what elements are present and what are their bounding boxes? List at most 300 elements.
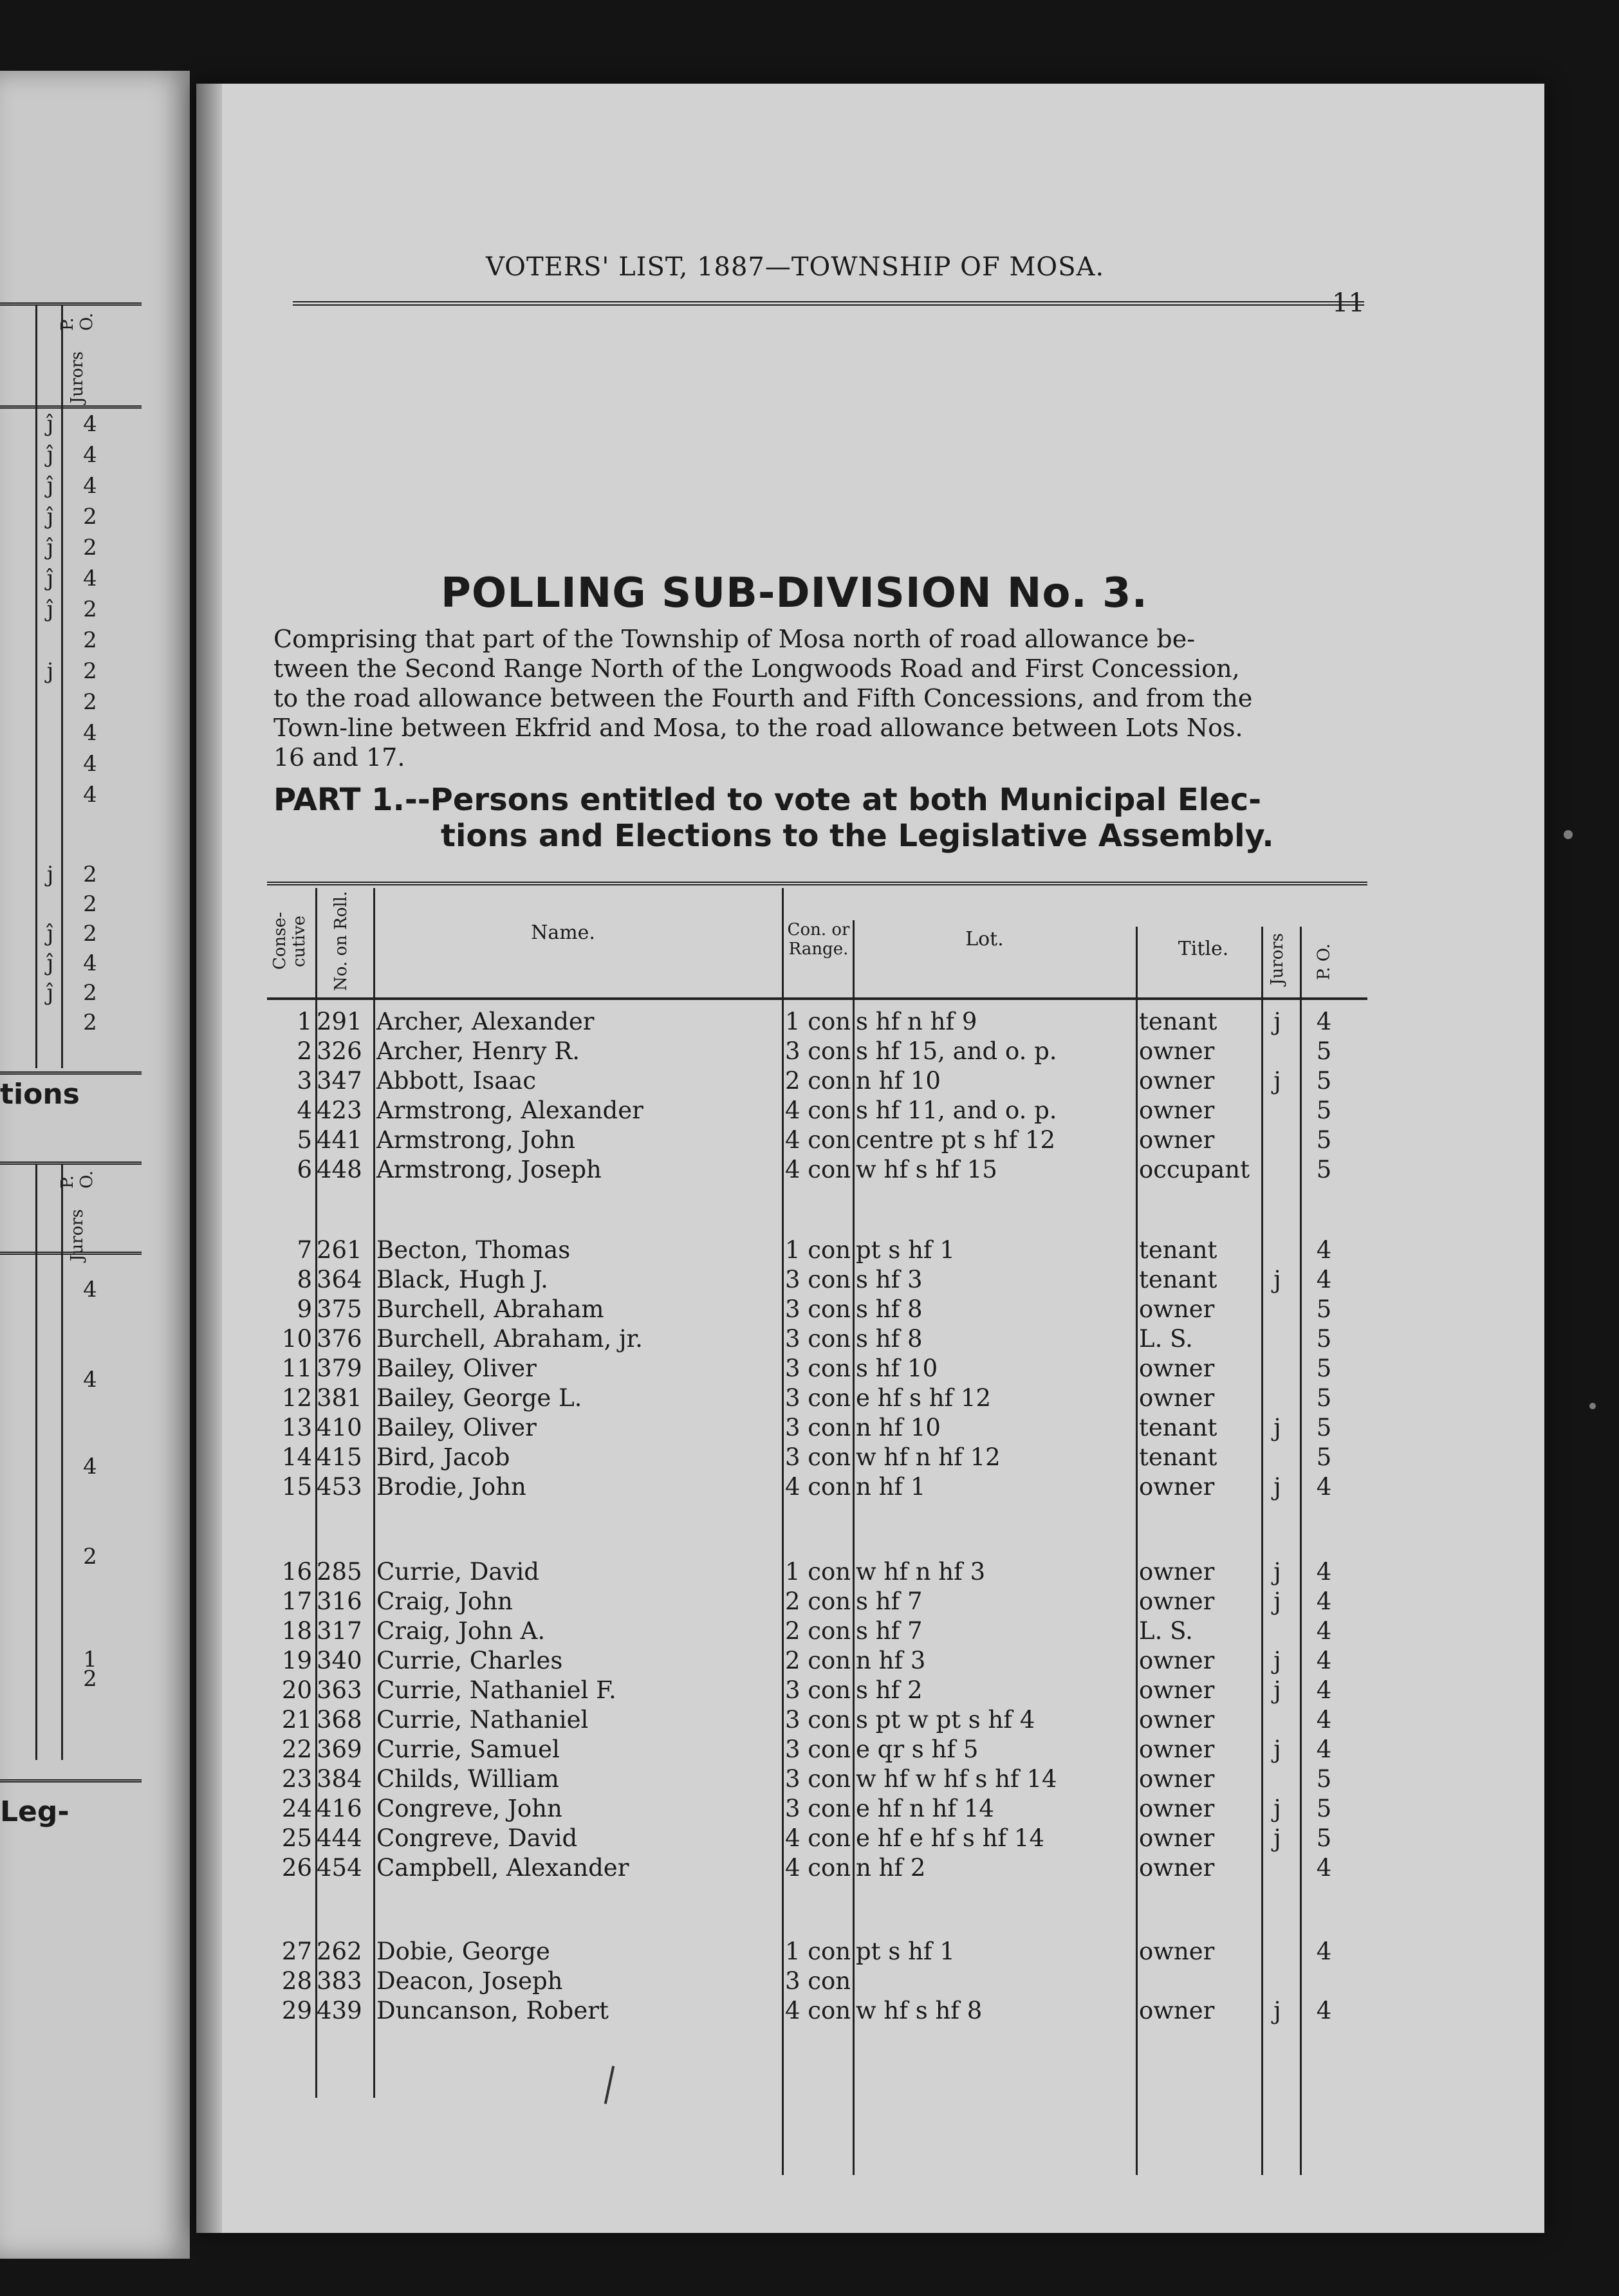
table-header-rule — [267, 997, 1367, 1000]
previous-page-po-code: 4 — [83, 411, 97, 437]
title-type: owner — [1139, 1765, 1215, 1793]
title-type: owner — [1139, 1067, 1215, 1095]
header-po: P. O. — [1314, 943, 1334, 981]
voter-row — [196, 1472, 1544, 1502]
lot-description: w hf s hf 8 — [856, 1997, 983, 2024]
voter-row — [196, 1265, 1544, 1295]
title-type: owner — [1139, 1355, 1215, 1382]
previous-page-po-code: 4 — [83, 566, 97, 591]
post-office-code: 5 — [1316, 1384, 1332, 1412]
previous-page-word: tions — [0, 1078, 80, 1111]
previous-page-column-line — [35, 1165, 37, 1760]
concession: 1 con — [785, 1558, 851, 1586]
lot-description: w hf n hf 3 — [856, 1558, 986, 1586]
previous-page-po-code: 2 — [83, 891, 97, 917]
previous-page-po-code: 2 — [83, 921, 97, 947]
voter-row — [196, 1646, 1544, 1676]
consecutive-number: 3 — [297, 1067, 312, 1095]
consecutive-number: 20 — [281, 1676, 312, 1704]
previous-page-po-code: 4 — [83, 1454, 97, 1479]
roll-number: 439 — [317, 1997, 362, 2024]
post-office-code: 4 — [1316, 1588, 1332, 1615]
roll-number: 285 — [317, 1558, 362, 1586]
voter-name: Currie, Charles — [376, 1647, 563, 1674]
header-title: Title. — [1178, 938, 1229, 960]
roll-number: 441 — [317, 1126, 362, 1154]
roll-number: 317 — [317, 1617, 362, 1645]
voter-name: Archer, Alexander — [376, 1008, 595, 1035]
roll-number: 261 — [317, 1236, 362, 1264]
post-office-code: 4 — [1316, 1647, 1332, 1674]
concession: 1 con — [785, 1938, 851, 1965]
title-type: owner — [1139, 1647, 1215, 1674]
voter-row — [196, 1384, 1544, 1413]
previous-page-po-code: 4 — [83, 1367, 97, 1393]
lot-description: n hf 10 — [856, 1414, 941, 1441]
header-name: Name. — [531, 921, 595, 944]
header-consecutive: Conse-cutive — [270, 912, 309, 970]
roll-number: 448 — [317, 1156, 362, 1183]
roll-number: 369 — [317, 1736, 362, 1763]
voter-row — [196, 1967, 1544, 1996]
post-office-code: 4 — [1316, 1938, 1332, 1965]
consecutive-number: 6 — [297, 1156, 312, 1183]
concession: 4 con — [785, 1097, 851, 1124]
concession: 4 con — [785, 1824, 851, 1852]
consecutive-number: 24 — [281, 1795, 312, 1822]
post-office-code: 4 — [1316, 1473, 1332, 1501]
title-type: owner — [1139, 1295, 1215, 1323]
title-type: L. S. — [1139, 1325, 1193, 1353]
voter-name: Archer, Henry R. — [376, 1037, 580, 1065]
part-heading-line: PART 1.--Persons entitled to vote at both Municipal Elec- — [273, 782, 1262, 818]
concession: 3 con — [785, 1325, 851, 1353]
roll-number: 375 — [317, 1295, 362, 1323]
voter-name: Burchell, Abraham, jr. — [376, 1325, 643, 1353]
title-type: owner — [1139, 1795, 1215, 1822]
scan-speck — [1564, 830, 1573, 839]
voter-name: Duncanson, Robert — [376, 1997, 609, 2024]
voter-row — [196, 1354, 1544, 1384]
jurors-mark: j — [1273, 1647, 1281, 1674]
lot-description: s hf 8 — [856, 1325, 923, 1353]
lot-description: n hf 10 — [856, 1067, 941, 1095]
title-type: owner — [1139, 1854, 1215, 1882]
voter-name: Becton, Thomas — [376, 1236, 571, 1264]
roll-number: 454 — [317, 1854, 362, 1882]
previous-page-header — [32, 1168, 122, 1261]
title-type: owner — [1139, 1938, 1215, 1965]
running-head: VOTERS' LIST, 1887—TOWNSHIP OF MOSA. — [486, 252, 1105, 282]
consecutive-number: 2 — [297, 1037, 312, 1065]
previous-page-po-code: 4 — [83, 442, 97, 468]
consecutive-number: 12 — [281, 1384, 312, 1412]
previous-page-po-code: 4 — [83, 950, 97, 976]
post-office-code: 5 — [1316, 1126, 1332, 1154]
concession: 2 con — [785, 1617, 851, 1645]
concession: 3 con — [785, 1736, 851, 1763]
lot-description: pt s hf 1 — [856, 1938, 955, 1965]
consecutive-number: 1 — [297, 1008, 312, 1035]
roll-number: 368 — [317, 1706, 362, 1734]
voter-row — [196, 1125, 1544, 1155]
previous-page-rule — [0, 1779, 142, 1782]
post-office-code: 4 — [1316, 1617, 1332, 1645]
lot-description: s pt w pt s hf 4 — [856, 1706, 1035, 1734]
voter-row — [196, 1066, 1544, 1096]
roll-number: 381 — [317, 1384, 362, 1412]
jurors-mark: j — [1273, 1414, 1281, 1441]
consecutive-number: 14 — [281, 1443, 312, 1471]
consecutive-number: 22 — [281, 1736, 312, 1763]
post-office-code: 5 — [1316, 1765, 1332, 1793]
lot-description: centre pt s hf 12 — [856, 1126, 1056, 1154]
previous-page-jurors-header: Jurors — [68, 351, 87, 403]
previous-page-rule — [0, 1162, 142, 1165]
voter-row — [196, 1155, 1544, 1185]
previous-page-jurors-mark: ĵ — [46, 411, 54, 437]
title-type: owner — [1139, 1097, 1215, 1124]
previous-page-po-header: P. O. — [58, 1170, 97, 1189]
voter-row — [196, 1853, 1544, 1883]
consecutive-number: 26 — [281, 1854, 312, 1882]
concession: 3 con — [785, 1295, 851, 1323]
voter-row — [196, 1794, 1544, 1824]
title-type: owner — [1139, 1706, 1215, 1734]
voter-name: Abbott, Isaac — [376, 1067, 537, 1095]
voter-name: Burchell, Abraham — [376, 1295, 604, 1323]
consecutive-number: 11 — [281, 1355, 312, 1382]
previous-page-po-code: 4 — [83, 751, 97, 777]
previous-page-rule — [0, 302, 142, 306]
consecutive-number: 28 — [281, 1967, 312, 1995]
previous-page-jurors-mark: ĵ — [46, 566, 54, 591]
previous-page-column-line — [61, 1165, 63, 1760]
roll-number: 340 — [317, 1647, 362, 1674]
concession: 4 con — [785, 1126, 851, 1154]
lot-description: e hf n hf 14 — [856, 1795, 994, 1822]
lot-description: s hf 3 — [856, 1266, 923, 1293]
concession: 4 con — [785, 1854, 851, 1882]
previous-page-po-header: P. O. — [58, 312, 97, 331]
jurors-mark: j — [1273, 1067, 1281, 1095]
voter-name: Craig, John — [376, 1588, 513, 1615]
voter-name: Armstrong, John — [376, 1126, 576, 1154]
concession: 3 con — [785, 1967, 851, 1995]
lot-description: w hf n hf 12 — [856, 1443, 1001, 1471]
previous-page-po-code: 2 — [83, 1666, 97, 1692]
previous-page-rule — [0, 405, 142, 409]
title-type: owner — [1139, 1037, 1215, 1065]
voter-name: Deacon, Joseph — [376, 1967, 563, 1995]
post-office-code: 4 — [1316, 1266, 1332, 1293]
roll-number: 376 — [317, 1325, 362, 1353]
post-office-code: 4 — [1316, 1008, 1332, 1035]
header-con-or-range: Con. or Range. — [787, 920, 850, 959]
concession: 1 con — [785, 1236, 851, 1264]
previous-page-po-code: 2 — [83, 535, 97, 560]
lot-description: n hf 1 — [856, 1473, 926, 1501]
post-office-code: 4 — [1316, 1854, 1332, 1882]
document-page — [196, 84, 1544, 2233]
consecutive-number: 27 — [281, 1938, 312, 1965]
voter-name: Bailey, George L. — [376, 1384, 582, 1412]
previous-page-po-code: 4 — [83, 782, 97, 808]
consecutive-number: 10 — [281, 1325, 312, 1353]
jurors-mark: j — [1273, 1676, 1281, 1704]
voter-row — [196, 1735, 1544, 1764]
title-type: owner — [1139, 1126, 1215, 1154]
previous-page-jurors-header: Jurors — [68, 1208, 87, 1261]
previous-page-po-code: 2 — [83, 862, 97, 887]
description-line: Town-line between Ekfrid and Mosa, to the road allowance between Lots Nos. — [273, 714, 1243, 742]
description-line: Comprising that part of the Township of Mosa north of road allowance be- — [273, 625, 1196, 653]
voter-row — [196, 1037, 1544, 1066]
roll-number: 326 — [317, 1037, 362, 1065]
voter-row — [196, 1764, 1544, 1794]
post-office-code: 5 — [1316, 1355, 1332, 1382]
lot-description: s hf 8 — [856, 1295, 923, 1323]
voter-name: Congreve, John — [376, 1795, 562, 1822]
jurors-mark: j — [1273, 1008, 1281, 1035]
header-jurors: Jurors — [1268, 932, 1287, 985]
previous-page-header — [32, 310, 122, 403]
jurors-mark: j — [1273, 1997, 1281, 2024]
previous-page-jurors-mark: ĵ — [46, 597, 54, 622]
roll-number: 364 — [317, 1266, 362, 1293]
concession: 4 con — [785, 1997, 851, 2024]
previous-page-po-code: 2 — [83, 1544, 97, 1569]
title-type: tenant — [1139, 1008, 1217, 1035]
post-office-code: 5 — [1316, 1414, 1332, 1441]
jurors-mark: j — [1273, 1266, 1281, 1293]
title-type: owner — [1139, 1676, 1215, 1704]
voter-row — [196, 1676, 1544, 1705]
previous-page-po-code: 4 — [83, 473, 97, 499]
consecutive-number: 17 — [281, 1588, 312, 1615]
lot-description: s hf 10 — [856, 1355, 938, 1382]
concession: 3 con — [785, 1266, 851, 1293]
previous-page-po-code: 4 — [83, 1277, 97, 1302]
title-type: tenant — [1139, 1414, 1217, 1441]
consecutive-number: 29 — [281, 1997, 312, 2024]
lot-description: s hf 7 — [856, 1617, 923, 1645]
title-type: owner — [1139, 1824, 1215, 1852]
concession: 2 con — [785, 1588, 851, 1615]
previous-page-rule — [0, 1071, 142, 1075]
voter-name: Brodie, John — [376, 1473, 526, 1501]
ink-mark — [604, 2066, 615, 2104]
previous-page-po-code: 2 — [83, 597, 97, 622]
jurors-mark: j — [1273, 1588, 1281, 1615]
lot-description: n hf 2 — [856, 1854, 926, 1882]
description-line: 16 and 17. — [273, 743, 405, 772]
concession: 4 con — [785, 1156, 851, 1183]
concession: 3 con — [785, 1355, 851, 1382]
title-type: tenant — [1139, 1266, 1217, 1293]
description-line: tween the Second Range North of the Longwoods Road and First Concession, — [273, 654, 1240, 683]
post-office-code: 5 — [1316, 1795, 1332, 1822]
title-type: owner — [1139, 1997, 1215, 2024]
voter-row — [196, 1937, 1544, 1967]
previous-page-jurors-mark: ĵ — [46, 473, 54, 499]
roll-number: 384 — [317, 1765, 362, 1793]
title-type: tenant — [1139, 1443, 1217, 1471]
concession: 3 con — [785, 1414, 851, 1441]
voter-row — [196, 1996, 1544, 2026]
voter-row — [196, 1443, 1544, 1472]
previous-page-fragment — [0, 71, 190, 2259]
post-office-code: 5 — [1316, 1097, 1332, 1124]
voter-row — [196, 1413, 1544, 1443]
voter-row — [196, 1096, 1544, 1125]
lot-description: w hf w hf s hf 14 — [856, 1765, 1057, 1793]
title-type: owner — [1139, 1473, 1215, 1501]
concession: 2 con — [785, 1067, 851, 1095]
consecutive-number: 13 — [281, 1414, 312, 1441]
voter-name: Currie, Samuel — [376, 1736, 560, 1763]
table-top-rule — [267, 882, 1367, 885]
consecutive-number: 16 — [281, 1558, 312, 1586]
previous-page-jurors-mark: ĵ — [46, 535, 54, 560]
previous-page-po-code: 4 — [83, 720, 97, 746]
previous-page-jurors-mark: ĵ — [46, 442, 54, 468]
section-title: POLLING SUB-DIVISION No. 3. — [441, 569, 1148, 617]
voter-row — [196, 1295, 1544, 1324]
title-type: owner — [1139, 1588, 1215, 1615]
previous-page-jurors-mark: ĵ — [46, 980, 54, 1006]
voter-row — [196, 1824, 1544, 1853]
consecutive-number: 15 — [281, 1473, 312, 1501]
consecutive-number: 19 — [281, 1647, 312, 1674]
section-description — [273, 624, 1380, 772]
roll-number: 347 — [317, 1067, 362, 1095]
title-type: owner — [1139, 1558, 1215, 1586]
lot-description: s hf 15, and o. p. — [856, 1037, 1057, 1065]
title-type: tenant — [1139, 1236, 1217, 1264]
page-number: 11 — [1332, 288, 1365, 318]
previous-page-po-code: 2 — [83, 1010, 97, 1035]
voter-name: Childs, William — [376, 1765, 559, 1793]
lot-description: n hf 3 — [856, 1647, 926, 1674]
post-office-code: 5 — [1316, 1037, 1332, 1065]
voter-name: Armstrong, Joseph — [376, 1156, 602, 1183]
roll-number: 444 — [317, 1824, 362, 1852]
concession: 2 con — [785, 1647, 851, 1674]
voter-name: Bailey, Oliver — [376, 1414, 537, 1441]
voter-name: Bird, Jacob — [376, 1443, 510, 1471]
lot-description: s hf 7 — [856, 1588, 923, 1615]
concession: 4 con — [785, 1473, 851, 1501]
post-office-code: 5 — [1316, 1295, 1332, 1323]
voter-name: Currie, Nathaniel — [376, 1706, 589, 1734]
previous-page-jurors-mark: ĵ — [46, 950, 54, 976]
roll-number: 291 — [317, 1008, 362, 1035]
lot-description: e qr s hf 5 — [856, 1736, 979, 1763]
voter-name: Campbell, Alexander — [376, 1854, 629, 1882]
roll-number: 363 — [317, 1676, 362, 1704]
roll-number: 383 — [317, 1967, 362, 1995]
voter-name: Bailey, Oliver — [376, 1355, 537, 1382]
previous-page-po-code: 2 — [83, 504, 97, 530]
roll-number: 453 — [317, 1473, 362, 1501]
concession: 3 con — [785, 1676, 851, 1704]
header-lot: Lot. — [965, 928, 1004, 950]
jurors-mark: j — [1273, 1736, 1281, 1763]
post-office-code: 4 — [1316, 1706, 1332, 1734]
voter-name: Currie, Nathaniel F. — [376, 1676, 616, 1704]
title-type: owner — [1139, 1384, 1215, 1412]
title-type: owner — [1139, 1736, 1215, 1763]
title-type: occupant — [1139, 1156, 1250, 1183]
title-type: L. S. — [1139, 1617, 1193, 1645]
roll-number: 410 — [317, 1414, 362, 1441]
part-heading-line: tions and Elections to the Legislative Assembly. — [441, 818, 1274, 854]
lot-description: s hf n hf 9 — [856, 1008, 977, 1035]
previous-page-word: Leg- — [0, 1795, 69, 1828]
consecutive-number: 4 — [297, 1097, 312, 1124]
roll-number: 379 — [317, 1355, 362, 1382]
lot-description: e hf e hf s hf 14 — [856, 1824, 1045, 1852]
post-office-code: 4 — [1316, 1236, 1332, 1264]
consecutive-number: 9 — [297, 1295, 312, 1323]
post-office-code: 4 — [1316, 1736, 1332, 1763]
post-office-code: 5 — [1316, 1067, 1332, 1095]
concession: 1 con — [785, 1008, 851, 1035]
voter-name: Currie, David — [376, 1558, 539, 1586]
previous-page-rule — [0, 1252, 142, 1255]
voter-name: Black, Hugh J. — [376, 1266, 548, 1293]
part-heading — [273, 782, 1380, 854]
lot-description: w hf s hf 15 — [856, 1156, 997, 1183]
description-line: to the road allowance between the Fourth and Fifth Concessions, and from the — [273, 684, 1253, 712]
previous-page-jurors-mark: j — [46, 862, 54, 887]
concession: 3 con — [785, 1795, 851, 1822]
lot-description: s hf 2 — [856, 1676, 923, 1704]
jurors-mark: j — [1273, 1558, 1281, 1586]
voter-name: Craig, John A. — [376, 1617, 546, 1645]
jurors-mark: j — [1273, 1824, 1281, 1852]
roll-number: 416 — [317, 1795, 362, 1822]
roll-number: 423 — [317, 1097, 362, 1124]
lot-description: pt s hf 1 — [856, 1236, 955, 1264]
consecutive-number: 18 — [281, 1617, 312, 1645]
voter-row — [196, 1324, 1544, 1354]
voter-row — [196, 1007, 1544, 1037]
voter-row — [196, 1587, 1544, 1616]
roll-number: 262 — [317, 1938, 362, 1965]
previous-page-po-code: 1 — [83, 1647, 97, 1672]
scan-speck — [1589, 1403, 1596, 1409]
previous-page-po-code: 2 — [83, 627, 97, 653]
post-office-code: 4 — [1316, 1997, 1332, 2024]
post-office-code: 5 — [1316, 1156, 1332, 1183]
post-office-code: 4 — [1316, 1558, 1332, 1586]
roll-number: 316 — [317, 1588, 362, 1615]
post-office-code: 5 — [1316, 1443, 1332, 1471]
concession: 3 con — [785, 1706, 851, 1734]
previous-page-jurors-mark: ĵ — [46, 504, 54, 530]
post-office-code: 5 — [1316, 1325, 1332, 1353]
concession: 3 con — [785, 1384, 851, 1412]
header-rule — [293, 301, 1364, 306]
previous-page-po-code: 2 — [83, 689, 97, 715]
voter-name: Dobie, George — [376, 1938, 550, 1965]
concession: 3 con — [785, 1765, 851, 1793]
voter-row — [196, 1236, 1544, 1265]
previous-page-po-code: 2 — [83, 980, 97, 1006]
consecutive-number: 23 — [281, 1765, 312, 1793]
